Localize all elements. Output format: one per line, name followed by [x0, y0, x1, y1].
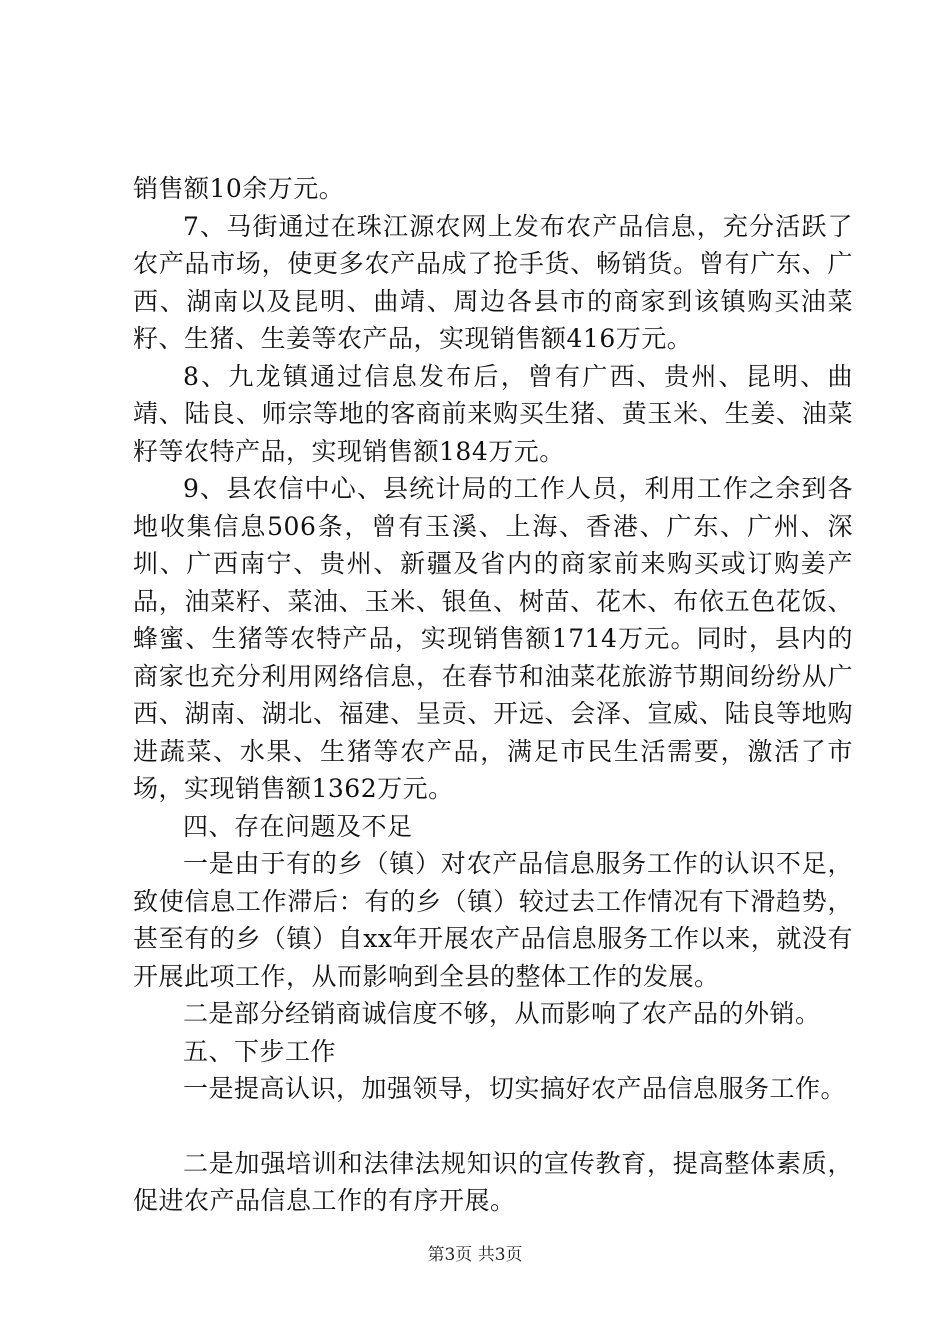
paragraph-item-9: 9、县农信中心、县统计局的工作人员，利用工作之余到各地收集信息506条，曾有玉溪、上海、香港、广东、广州、深圳、广西南宁、贵州、新疆及省内的商家前来购买或订购姜产品，油菜籽、菜油、玉米、银鱼、树苗、花木、布依五色花饭、蜂蜜、生猪等农特产品，实现销售额1714万元。同时，县内的商家也充分利用网络信息，在春节和油菜花旅游节期间纷纷从广西、湖南、湖北、福建、呈贡、开远、会泽、宣威、陆良等地购进蔬菜、水果、生猪等农产品，满足市民生活需要，激活了市场，实现销售额1362万元。 [133, 474, 853, 803]
paragraph-item-7: 7、马街通过在珠江源农网上发布农产品信息，充分活跃了农产品市场，使更多农产品成了抢手货、畅销货。曾有广东、广西、湖南以及昆明、曲靖、周边各县市的商家到该镇购买油菜籽、生猪、生姜等农产品，实现销售额416万元。 [133, 211, 853, 353]
paragraph-next-step-1: 一是提高认识，加强领导，切实搞好农产品信息服务工作。 [183, 1074, 847, 1103]
section-heading-problems: 四、存在问题及不足 [183, 811, 413, 841]
paragraph-item-8: 8、九龙镇通过信息发布后，曾有广西、贵州、昆明、曲靖、陆良、师宗等地的客商前来购买生猪、黄玉米、生姜、油菜籽等农特产品，实现销售额184万元。 [133, 361, 853, 466]
paragraph-sales-continuation: 销售额10余万元。 [133, 174, 345, 203]
paragraph-problem-2: 二是部分经销商诚信度不够，从而影响了农产品的外销。 [183, 999, 821, 1028]
document-body [133, 170, 853, 1220]
paragraph-problem-1: 一是由于有的乡（镇）对农产品信息服务工作的认识不足，致使信息工作滞后：有的乡（镇）较过去工作情况有下滑趋势，甚至有的乡（镇）自xx年开展农产品信息服务工作以来，就没有开展此项工作，从而影响到全县的整体工作的发展。 [133, 849, 853, 991]
paragraph-next-step-2: 二是加强培训和法律法规知识的宣传教育，提高整体素质，促进农产品信息工作的有序开展。 [133, 1148, 853, 1215]
section-heading-next-steps: 五、下步工作 [183, 1036, 337, 1066]
page-number-footer: 第3页 共3页 [427, 1245, 523, 1265]
